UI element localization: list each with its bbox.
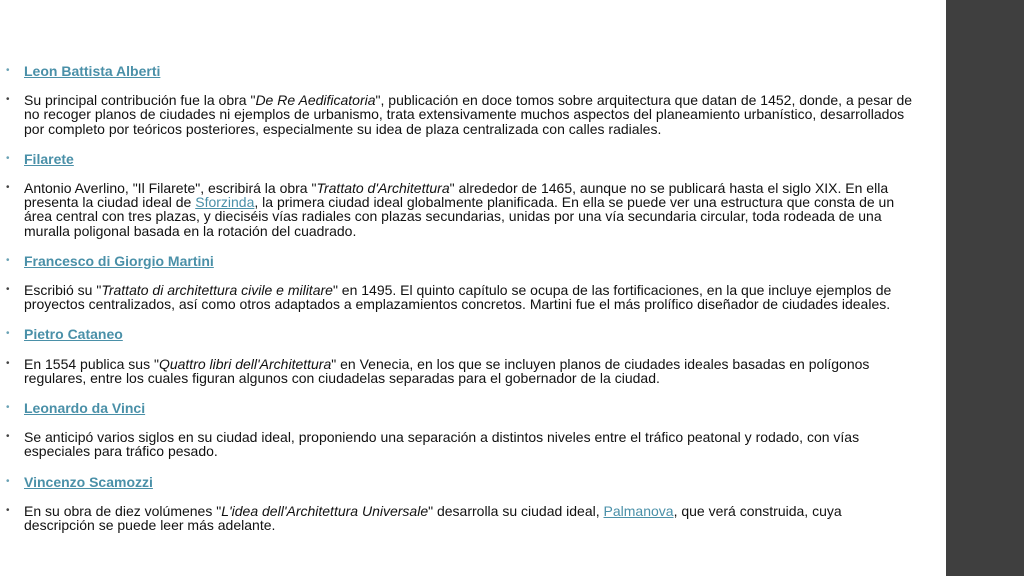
list-item-leonardo-heading	[6, 401, 916, 415]
text-segment: ", publicación en doce tomos sobre arquitectura que datan de 1452, donde, a pesar de no recoger planos de ciudades ni ejemplos de urbanismo, trata extensivamente muchos aspectos del planeamiento urbanístico, desarrollados por completo por teóricos posteriores, especialmente su idea de plaza centralizada con calles radiales.	[24, 92, 913, 137]
list-item-alberti-heading	[6, 64, 916, 78]
link-palmanova[interactable]: Palmanova	[603, 502, 674, 519]
list-item-leonardo-text	[6, 430, 916, 458]
slide-content	[6, 64, 916, 548]
text-segment: Antonio Averlino, "Il Filarete", escribirá la obra "	[24, 180, 317, 197]
list-item-alberti-text	[6, 93, 916, 136]
text-segment: " desarrolla su ciudad ideal,	[428, 502, 604, 519]
book-title: Trattato d'Architettura	[316, 180, 450, 197]
link-leon-battista-alberti[interactable]: Leon Battista Alberti	[24, 63, 161, 79]
text-segment: En 1554 publica sus "	[24, 355, 159, 372]
list-item-scamozzi-text	[6, 504, 916, 532]
list-item-scamozzi-heading	[6, 475, 916, 489]
list-item-filarete-text	[6, 181, 916, 238]
text-segment: Escribió su "	[24, 282, 102, 299]
text-segment: " en 1495. El quinto capítulo se ocupa de las fortificaciones, en la que incluye ejemplos de proyectos centralizados, así como otros adaptados a emplazamientos concretos. Martini fue el más prolífico diseñador de ciudades ideales.	[24, 282, 892, 313]
link-leonardo-da-vinci[interactable]: Leonardo da Vinci	[24, 400, 146, 417]
list-item-cataneo-heading	[6, 327, 916, 341]
text-segment: , la primera ciudad ideal globalmente planificada. En ella se puede ver una estructura que consta de un área central con tres plazas, y dieciséis vías radiales con plazas secundarias, unidas por una vía secundaria circular, toda rodeada de una muralla poligonal basada en la rotación del cuadrado.	[24, 194, 895, 239]
text-segment: Se anticipó varios siglos en su ciudad ideal, proponiendo una separación a distintos niveles entre el tráfico peatonal y rodado, con vías especiales para tráfico pesado.	[24, 429, 860, 460]
book-title: De Re Aedificatoria	[255, 92, 376, 109]
text-segment: " alrededor de 1465, aunque no se publicará hasta el siglo XIX. En ella presenta la ciudad ideal de	[24, 180, 889, 211]
text-segment: , que verá construida, cuya descripción se puede leer más adelante.	[24, 502, 842, 534]
book-title: L'idea dell'Architettura Universale	[221, 502, 429, 519]
text-segment: " en Venecia, en los que se incluyen planos de ciudades ideales basadas en polígonos regulares, entre los cuales figuran algunos con ciudadelas separadas para el gobernador de la ciudad.	[24, 355, 870, 386]
book-title: Quattro libri dell'Architettura	[158, 355, 332, 372]
right-sidebar-panel	[946, 0, 1024, 576]
link-filarete[interactable]: Filarete	[24, 150, 74, 167]
text-segment: Su principal contribución fue la obra "	[24, 92, 256, 109]
list-item-filarete-heading	[6, 152, 916, 166]
link-sforzinda[interactable]: Sforzinda	[195, 194, 255, 211]
bullet-list	[6, 64, 916, 532]
book-title: Trattato di architettura civile e militare	[101, 282, 333, 299]
link-vincenzo-scamozzi[interactable]: Vincenzo Scamozzi	[24, 473, 153, 490]
list-item-martini-heading	[6, 254, 916, 268]
list-item-cataneo-text	[6, 357, 916, 385]
list-item-martini-text	[6, 283, 916, 311]
link-pietro-cataneo[interactable]: Pietro Cataneo	[24, 326, 123, 343]
text-segment: En su obra de diez volúmenes "	[24, 502, 222, 519]
link-francesco-di-giorgio-martini[interactable]: Francesco di Giorgio Martini	[24, 252, 214, 269]
